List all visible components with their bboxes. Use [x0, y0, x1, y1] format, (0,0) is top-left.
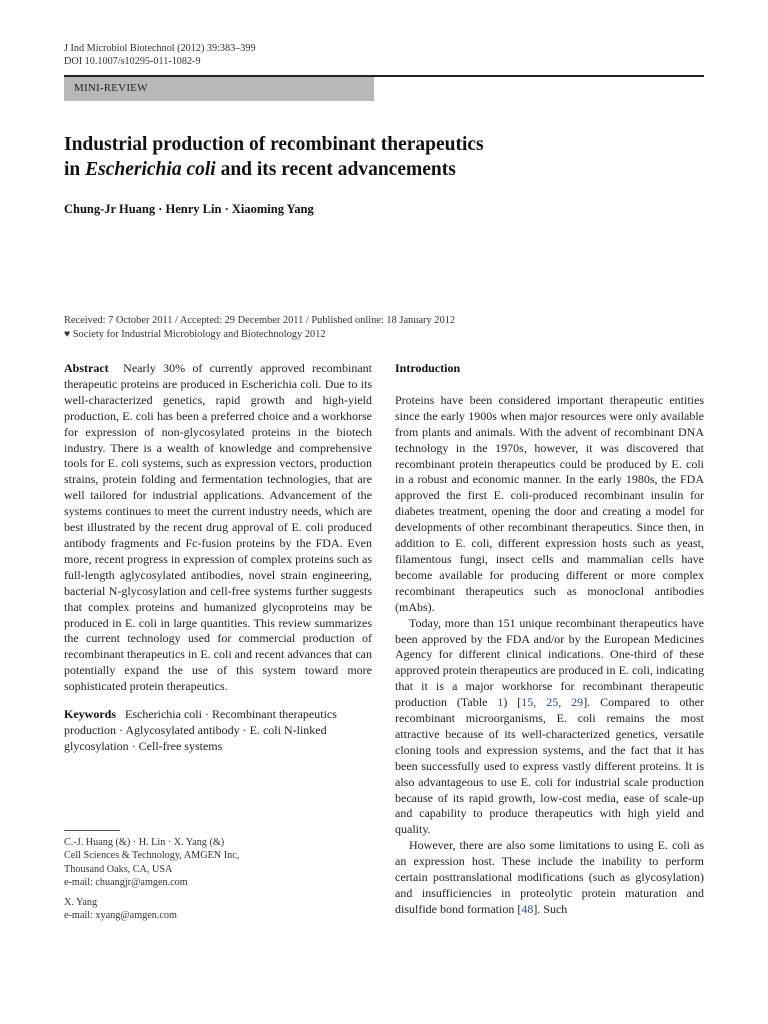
intro-paragraph-1: Proteins have been considered important therapeutic entities since the early 1900s when major resources were only available from plants and animals. With the advent of recombinant DNA technology in the 1970s, however, it was discovered that recombinant protein therapeutics could be produced by E. coli in a robust and economic manner. In the early 1980s, the FDA approved the first E. coli-produced recombinant insulin for diabetes treatment, opening the door and creating a model for developments of other recombinant therapeutics. Since then, in addition to E. coli, different expression hosts such as yeast, filamentous fungi, insect cells and mammalian cells have become available for producing different or more complex recombinant therapeutics such as monoclonal antibodies (mAbs).	[395, 392, 704, 614]
intro-paragraph-2: Today, more than 151 unique recombinant therapeutics have been approved by the FDA and/or by the European Medicines Agency for different clinical indications. One-third of these approved protein therapeutics are produced in E. coli, indicating that it is a major workhorse for recombinant therapeutic production (Table 1) [15, 25, 29]. Compared to other recombinant microorganisms, E. coli remains the most attractive because of its well-characterized genetics, versatile cloning tools and expression systems, and the fact that it has been successfully used to express vastly different proteins. It is also advantageous to use E. coli for industrial scale production because of its rapid growth, low-cost media, ease of scale-up and capability to produce therapeutics with high yield and quality.	[395, 615, 704, 837]
abstract: Abstract Nearly 30% of currently approved recombinant therapeutic proteins are produced in Escherichia coli. Due to its well-characterized genetics, rapid growth and high-yield production, E. coli has been a preferred choice and a workhorse for expression of non-glycosylated proteins in the biotech industry. There is a wealth of knowledge and comprehensive tools for E. coli systems, such as expression vectors, production strains, protein folding and fermentation technologies, that are well tailored for industrial applications. Advancement of the systems continues to meet the current industry needs, which are best illustrated by the recent drug approval of E. coli produced antibody fragments and Fc-fusion proteins by the FDA. Even more, recent progress in expression of complex proteins such as full-length aglycosylated antibodies, novel strain engineering, bacterial N-glycosylation and cell-free systems further suggests that complex proteins and humanized glycoproteins may be produced in E. coli in large quantities. This review summarizes the current technology used for commercial production of recombinant therapeutics in E. coli and recent advances that can potentially expand the use of this system toward more sophisticated protein therapeutics.	[64, 361, 373, 694]
table-link[interactable]: 1	[497, 695, 504, 710]
email-link[interactable]: e-mail: xyang@amgen.com	[64, 910, 177, 922]
publication-dates	[64, 314, 455, 342]
left-column	[64, 361, 372, 755]
citation-link[interactable]: 15, 25, 29	[521, 695, 584, 710]
keywords: Keywords Escherichia coli · Recombinant therapeutics production · Aglycosylated antibody · E. coli N-linked glycosylation · Cell-free systems	[64, 707, 337, 753]
citation-link[interactable]: 48	[521, 901, 534, 916]
keywords-text: Escherichia coli · Recombinant therapeutics production · Aglycosylated antibody · E. coli N-linked glycosylation · Cell-free systems	[64, 707, 337, 753]
intro-paragraph-3: However, there are also some limitations to using E. coli as an expression host. These include the inability to perform certain posttranslational modifications (such as glycosylation) and insufficiencies in proteolytic protein maturation and disulfide bond formation [48]. Such	[395, 838, 704, 916]
journal-citation: J Ind Microbiol Biotechnol (2012) 39:383–399	[64, 43, 256, 54]
society-line: ♥ Society for Industrial Microbiology and Biotechnology 2012	[64, 329, 326, 340]
doi: DOI 10.1007/s10295-011-1082-9	[64, 56, 201, 67]
footnote-rule	[64, 830, 120, 831]
author-list: Chung-Jr Huang · Henry Lin · Xiaoming Yang	[64, 202, 314, 216]
right-column	[395, 361, 704, 918]
section-tag: MINI-REVIEW	[64, 77, 374, 101]
introduction-heading: Introduction	[395, 361, 461, 375]
author-affiliation: C.-J. Huang (&) · H. Lin · X. Yang (&) Cell Sciences & Technology, AMGEN Inc, Thousand Oaks, CA, USA e-mail: chuangjr@amgen.com X. Yang e-mail: xyang@amgen.com	[64, 836, 372, 922]
received-line: Received: 7 October 2011 / Accepted: 29 December 2011 / Published online: 18 January 2012	[64, 315, 456, 326]
email-link[interactable]: e-mail: chuangjr@amgen.com	[64, 877, 188, 889]
article-title: Industrial production of recombinant therapeutics in Escherichia coli and its recent advancements	[64, 134, 484, 180]
abstract-text: Nearly 30% of currently approved recombinant therapeutic proteins are produced in Escherichia coli. Due to its well-characterized genetics, rapid growth and high-yield production, E. coli has been a preferred choice and a workhorse for expression of non-glycosylated proteins in the biotech industry. There is a wealth of knowledge and comprehensive tools for E. coli systems, such as expression vectors, production strains, protein folding and fermentation technologies, that are well tailored for industrial applications. Advancement of the systems continues to meet the current industry needs, which are best illustrated by the recent drug approval of E. coli produced antibody fragments and Fc-fusion proteins by the FDA. Even more, recent progress in expression of complex proteins such as full-length aglycosylated antibodies, novel strain engineering, bacterial N-glycosylation and cell-free systems further suggests that complex proteins and humanized glycoproteins may be produced in E. coli in large quantities. This review summarizes the current technology used for commercial production of recombinant therapeutics in E. coli and recent advances that can potentially expand the use of this system toward more sophisticated protein therapeutics.	[64, 361, 373, 694]
society-logo-icon: ♥	[64, 329, 71, 340]
